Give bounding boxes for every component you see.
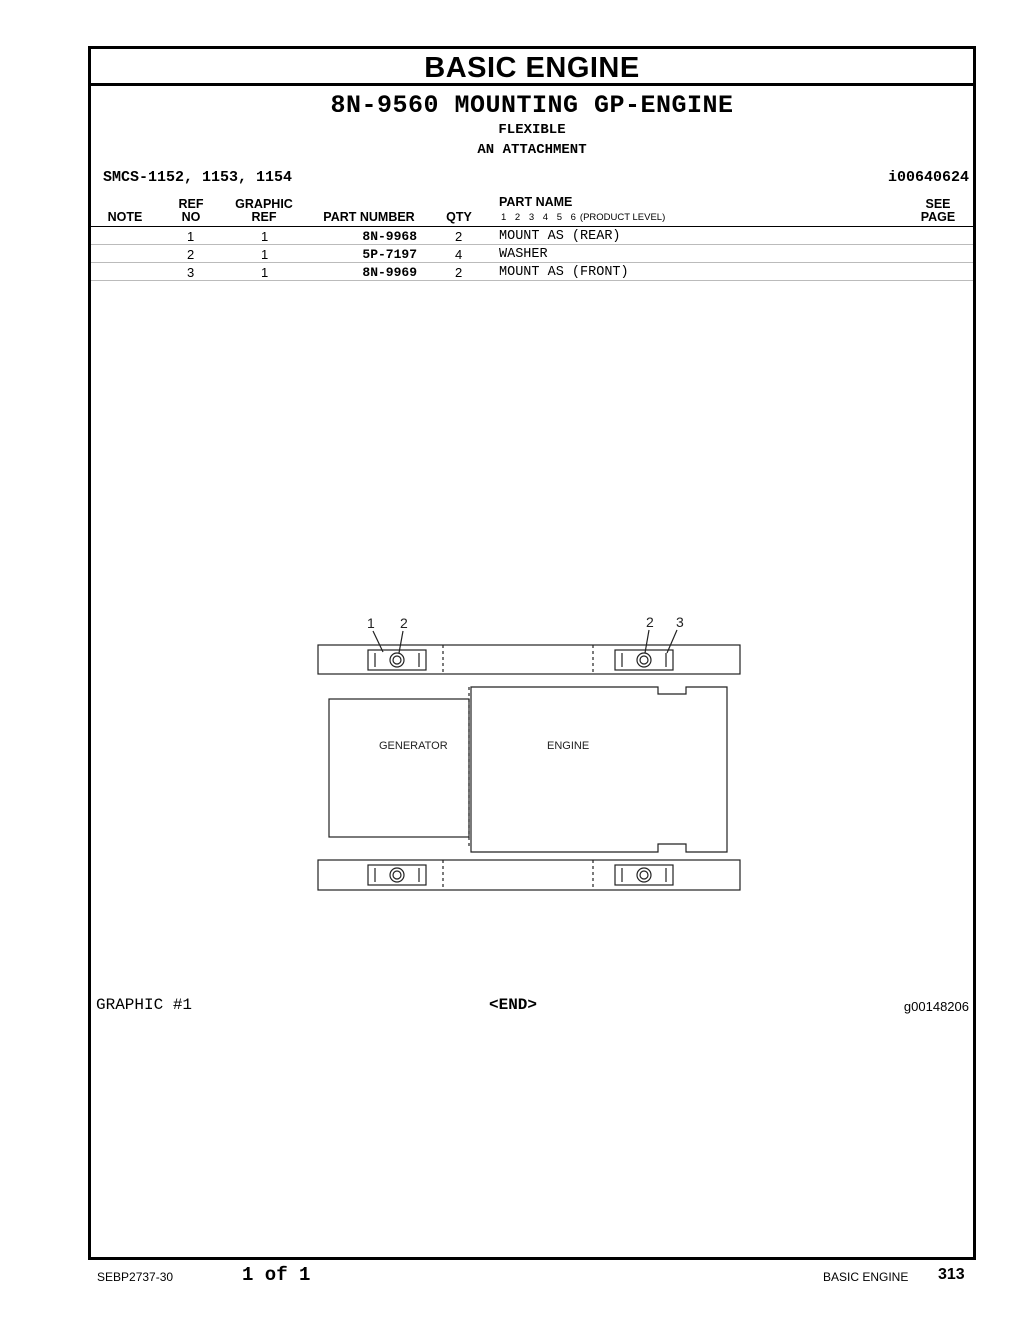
row3-part-number: 8N-9969	[362, 265, 417, 280]
group-title: 8N-9560 MOUNTING GP-ENGINE	[330, 91, 734, 120]
smcs-codes: SMCS-1152, 1153, 1154	[103, 169, 293, 186]
callout-1: 1	[367, 615, 375, 631]
callout-1-leader	[373, 631, 383, 652]
header-ref-line1: REF	[178, 197, 204, 211]
engine-outline	[471, 687, 727, 852]
group-subtitle-2: AN ATTACHMENT	[477, 142, 587, 158]
row2-part-name: WASHER	[499, 247, 548, 262]
row1-ref: 1	[187, 229, 195, 244]
header-graphic-line2: REF	[251, 210, 277, 224]
row3-graphic-ref: 1	[261, 265, 269, 280]
row1-qty: 2	[455, 229, 463, 244]
row3-part-name: MOUNT AS (FRONT)	[499, 265, 629, 280]
product-level-numbers: 1 2 3 4 5 6	[501, 212, 576, 223]
header-part-name: PART NAME	[499, 195, 573, 209]
generator-label: GENERATOR	[379, 740, 448, 752]
footer-section: BASIC ENGINE	[823, 1270, 909, 1284]
footer-page-count: 1 of 1	[242, 1264, 311, 1286]
mount-front-bottom	[615, 865, 673, 885]
mount-rear-top	[368, 650, 426, 670]
row2-graphic-ref: 1	[261, 247, 269, 262]
graphic-caption: GRAPHIC #1	[96, 996, 193, 1014]
callout-3: 3	[676, 614, 684, 630]
engine-label: ENGINE	[547, 740, 590, 752]
generator-outline	[329, 699, 469, 837]
header-note: NOTE	[107, 210, 143, 224]
row-divider	[91, 262, 973, 263]
row2-part-number: 5P-7197	[362, 247, 417, 262]
row3-ref: 3	[187, 265, 195, 280]
product-levels	[501, 212, 665, 223]
row3-qty: 2	[455, 265, 463, 280]
footer-page-number: 313	[938, 1266, 965, 1283]
graphic-id: g00148206	[903, 999, 969, 1014]
header-ref-line2: NO	[181, 210, 201, 224]
row-divider	[91, 280, 973, 281]
header-part-number: PART NUMBER	[323, 210, 415, 224]
info-id: i00640624	[887, 169, 969, 186]
row2-ref: 2	[187, 247, 195, 262]
header-qty: QTY	[446, 210, 472, 224]
row1-graphic-ref: 1	[261, 229, 269, 244]
group-subtitle-1: FLEXIBLE	[498, 122, 566, 138]
header-graphic-ref	[231, 198, 297, 224]
callout-2: 2	[400, 615, 408, 631]
row2-qty: 4	[455, 247, 463, 262]
header-rule	[91, 226, 973, 227]
header-ref	[173, 198, 209, 224]
page-frame	[88, 46, 976, 1260]
header-see-line2: PAGE	[920, 210, 956, 224]
end-marker: <END>	[489, 996, 538, 1014]
row1-part-number: 8N-9968	[362, 229, 417, 244]
header-graphic-line1: GRAPHIC	[235, 197, 293, 211]
callout-2b: 2	[646, 614, 654, 630]
section-title: BASIC ENGINE	[91, 49, 973, 86]
header-see-page	[917, 198, 959, 224]
product-level-label: (PRODUCT LEVEL)	[579, 212, 666, 223]
footer-doc-number: SEBP2737-30	[97, 1270, 174, 1284]
header-see-line1: SEE	[925, 197, 951, 211]
mount-rear-bottom	[368, 865, 426, 885]
mounting-illustration	[313, 597, 753, 957]
row-divider	[91, 244, 973, 245]
row1-part-name: MOUNT AS (REAR)	[499, 229, 621, 244]
mount-front-top	[615, 650, 673, 670]
